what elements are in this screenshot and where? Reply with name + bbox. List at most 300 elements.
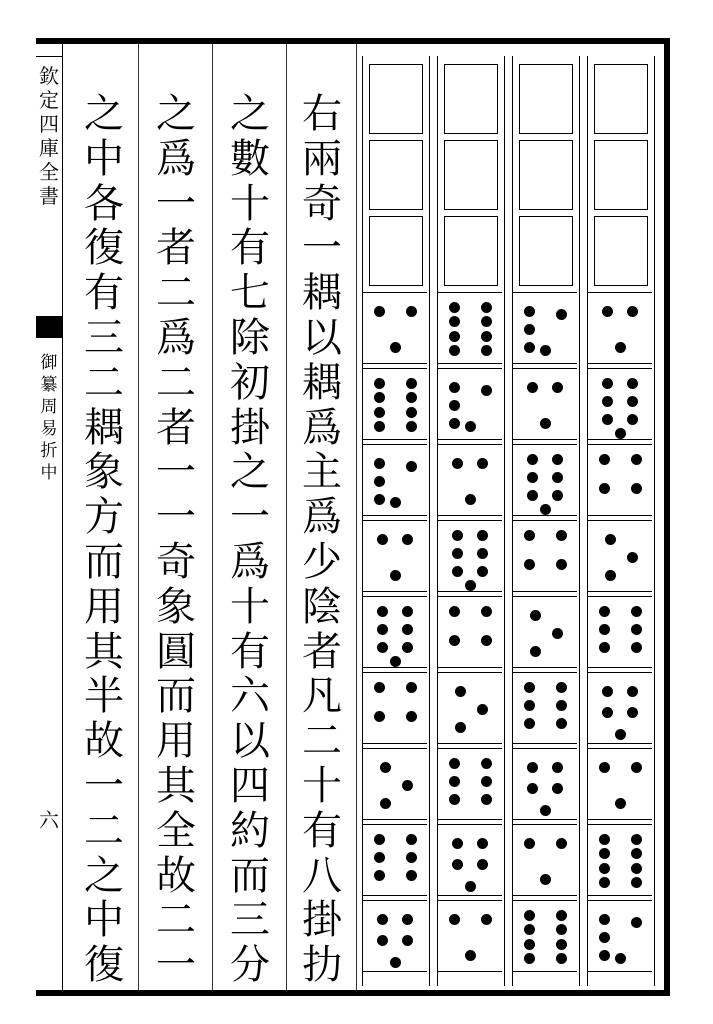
text-column-4 [76, 92, 132, 988]
diagram-column [362, 56, 430, 986]
dice-dot [481, 331, 492, 342]
dice-dot [374, 711, 385, 722]
margin-char: 折 [40, 441, 58, 461]
dice-dot [599, 877, 610, 888]
dice-dot [524, 682, 535, 693]
body-char: 之 [230, 449, 270, 496]
dice-dot [599, 950, 610, 961]
body-char: 四 [230, 762, 270, 809]
dice-dot [406, 461, 417, 472]
margin-char: 中 [40, 463, 58, 483]
dice-dot [449, 331, 460, 342]
dice-dot [556, 939, 567, 950]
dice-dot [530, 646, 541, 657]
dice-dot [524, 306, 535, 317]
body-char: 一 [84, 762, 124, 809]
dice-cell [588, 368, 652, 440]
dice-cell [513, 368, 577, 440]
dice-cell [438, 824, 502, 896]
dice-dot [402, 642, 413, 653]
body-char: 其 [84, 628, 124, 675]
dice-dot [481, 302, 492, 313]
body-char: 三 [84, 314, 124, 361]
dice-dot [449, 794, 460, 805]
dice-dot [631, 917, 642, 928]
blank-cell [594, 140, 648, 210]
dice-cell [513, 292, 577, 364]
dice-dot [406, 852, 417, 863]
body-char: 二 [84, 807, 124, 854]
dice-dot [477, 859, 488, 870]
dice-dot [527, 490, 538, 501]
dice-dot [556, 559, 567, 570]
dice-dot [552, 454, 563, 465]
dice-dot [449, 418, 460, 429]
dice-dot [452, 566, 463, 577]
blank-cell [519, 140, 573, 210]
dice-cell [438, 748, 502, 820]
dice-dot [602, 686, 613, 697]
dice-dot [449, 302, 460, 313]
column-divider [356, 44, 357, 990]
dice-dot [449, 914, 460, 925]
dice-dot [615, 798, 626, 809]
body-char: 一 [156, 449, 196, 496]
body-char: 耦 [302, 270, 342, 317]
dice-dot [527, 382, 538, 393]
margin-char: 全 [39, 160, 59, 184]
dice-dot [477, 704, 488, 715]
dice-dot [627, 396, 638, 407]
dice-dot [556, 838, 567, 849]
dice-dot [524, 700, 535, 711]
body-char: 兩 [302, 135, 342, 182]
body-char: 以 [230, 718, 270, 765]
dice-dot [527, 783, 538, 794]
dice-dot [599, 642, 610, 653]
dice-dot [481, 316, 492, 327]
blank-cell [519, 216, 573, 286]
dice-cell [588, 520, 652, 592]
dice-dot [452, 458, 463, 469]
column-divider [212, 44, 213, 990]
blank-cell [444, 140, 498, 210]
frame-left-border [62, 44, 63, 990]
dice-dot [406, 682, 417, 693]
dice-cell [588, 748, 652, 820]
dice-dot [449, 345, 460, 356]
dice-cell [513, 444, 577, 516]
blank-cell [369, 216, 423, 286]
body-char: 爲 [156, 314, 196, 361]
dice-cell [588, 900, 652, 972]
diagram-column [587, 56, 655, 986]
body-char: 有 [230, 628, 270, 675]
margin-char: 欽 [39, 64, 59, 88]
dice-dot [540, 504, 551, 515]
body-char: 除 [230, 314, 270, 361]
body-char: 象 [156, 583, 196, 630]
margin-book-title [38, 64, 60, 208]
dice-dot [374, 306, 385, 317]
body-char: 用 [156, 718, 196, 765]
dice-dot [540, 345, 551, 356]
dice-dot [631, 606, 642, 617]
body-char: 奇 [302, 180, 342, 227]
dice-dot [599, 932, 610, 943]
dice-dot [477, 548, 488, 559]
dice-cell [513, 748, 577, 820]
dice-dot [599, 454, 610, 465]
dice-dot [481, 385, 492, 396]
dice-dot [556, 924, 567, 935]
body-char: 三 [230, 897, 270, 944]
dice-dot [481, 776, 492, 787]
body-char: 十 [302, 762, 342, 809]
dice-dot [374, 870, 385, 881]
body-char: 全 [156, 807, 196, 854]
text-column-3 [148, 92, 204, 988]
diagram-column [512, 56, 580, 986]
body-char: 有 [302, 807, 342, 854]
body-char: 之 [156, 91, 196, 137]
body-char: 者 [302, 628, 342, 675]
dice-dot [527, 762, 538, 773]
dice-dot [556, 700, 567, 711]
dice-dot [402, 534, 413, 545]
dice-dot [374, 421, 385, 432]
dice-dot [556, 910, 567, 921]
body-char: 一 [156, 942, 196, 989]
dice-dot [556, 718, 567, 729]
dice-dot [524, 953, 535, 964]
body-char: 復 [84, 225, 124, 272]
dice-dot [631, 877, 642, 888]
dice-dot [552, 490, 563, 501]
body-char: 七 [230, 270, 270, 317]
body-char: 故 [156, 852, 196, 899]
dice-cell [438, 520, 502, 592]
body-char: 之 [84, 852, 124, 899]
body-char: 約 [230, 807, 270, 854]
dice-dot [452, 548, 463, 559]
body-char: 有 [230, 225, 270, 272]
dice-dot [377, 624, 388, 635]
dice-dot [599, 483, 610, 494]
dice-dot [390, 656, 401, 667]
body-char: 耦 [84, 404, 124, 451]
body-char: 其 [156, 762, 196, 809]
margin-char: 書 [39, 184, 59, 208]
dice-dot [374, 682, 385, 693]
dice-dot [556, 309, 567, 320]
body-char: 者 [156, 225, 196, 272]
body-char: 主 [302, 449, 342, 496]
body-char: 方 [84, 494, 124, 541]
body-char: 而 [84, 538, 124, 585]
margin-char: 定 [39, 88, 59, 112]
dice-dot [449, 382, 460, 393]
dice-dot [556, 682, 567, 693]
dice-dot [390, 957, 401, 968]
dice-dot [377, 534, 388, 545]
dice-cell [438, 672, 502, 744]
body-char: 爲 [302, 404, 342, 451]
dice-dot [524, 559, 535, 570]
dice-cell [363, 520, 427, 592]
dice-dot [481, 914, 492, 925]
dice-dot [402, 935, 413, 946]
dice-cell [513, 596, 577, 668]
dice-dot [406, 711, 417, 722]
dice-dot [615, 729, 626, 740]
dice-dot [602, 306, 613, 317]
dice-cell [363, 672, 427, 744]
dice-dot [449, 758, 460, 769]
dice-cell [513, 900, 577, 972]
dice-dot [449, 400, 460, 411]
dice-cell [513, 824, 577, 896]
dice-dot [552, 628, 563, 639]
dice-dot [449, 776, 460, 787]
dice-cell [363, 824, 427, 896]
dice-cell [588, 444, 652, 516]
dice-dot [402, 606, 413, 617]
body-char: 奇 [156, 538, 196, 585]
dice-dot [627, 414, 638, 425]
dice-dot [599, 914, 610, 925]
dice-dot [390, 497, 401, 508]
dice-dot [477, 566, 488, 577]
dice-cell [363, 444, 427, 516]
dice-cell [588, 824, 652, 896]
margin-char: 四 [39, 112, 59, 136]
dice-dot [556, 953, 567, 964]
dice-cell [588, 672, 652, 744]
dice-dot [524, 939, 535, 950]
body-char: 之 [84, 91, 124, 137]
dice-dot [406, 421, 417, 432]
margin-volume-title [38, 352, 60, 484]
body-char: 爲 [156, 135, 196, 182]
dice-dot [452, 838, 463, 849]
dice-dot [377, 642, 388, 653]
dice-dot [627, 306, 638, 317]
dice-dot [615, 342, 626, 353]
dice-dot [599, 834, 610, 845]
dice-dot [540, 418, 551, 429]
body-char: 二 [302, 718, 342, 765]
dice-dot [527, 454, 538, 465]
body-char: 二 [156, 897, 196, 944]
dice-dot [602, 396, 613, 407]
dice-cell [438, 444, 502, 516]
dice-dot [599, 762, 610, 773]
dice-dot [602, 378, 613, 389]
dice-cell [363, 900, 427, 972]
dice-dot [380, 798, 391, 809]
dice-cell [363, 292, 427, 364]
dice-dot [465, 950, 476, 961]
dice-dot [552, 382, 563, 393]
dice-dot [402, 914, 413, 925]
blank-cell [444, 216, 498, 286]
body-char: 八 [302, 852, 342, 899]
dice-dot [377, 914, 388, 925]
dice-cell [438, 368, 502, 440]
body-char: 一 [156, 494, 196, 541]
body-char: 二 [156, 270, 196, 317]
body-char: 象 [84, 449, 124, 496]
dice-cell [363, 368, 427, 440]
frame-top-border [36, 38, 668, 44]
body-char: 六 [230, 673, 270, 720]
margin-page-number [38, 808, 60, 832]
dice-dot [540, 805, 551, 816]
body-char: 數 [230, 135, 270, 182]
dice-dot [599, 624, 610, 635]
dice-dot [530, 610, 541, 621]
body-char: 凡 [302, 673, 342, 720]
blank-cell [594, 64, 648, 134]
dice-dot [627, 686, 638, 697]
margin-top-rule [36, 56, 62, 57]
dice-dot [524, 342, 535, 353]
body-char: 初 [230, 359, 270, 406]
dice-dot [602, 707, 613, 718]
dice-dot [449, 606, 460, 617]
margin-char: 庫 [39, 136, 59, 160]
dice-dot [406, 392, 417, 403]
dice-dot [631, 863, 642, 874]
body-char: 各 [84, 180, 124, 227]
column-divider [286, 44, 287, 990]
dice-dot [615, 953, 626, 964]
text-column-1 [294, 92, 350, 988]
margin-char: 纂 [40, 375, 58, 395]
dice-dot [605, 570, 616, 581]
body-char: 圓 [156, 628, 196, 675]
body-char: 用 [84, 583, 124, 630]
dice-dot [627, 378, 638, 389]
dice-dot [390, 342, 401, 353]
body-char: 掛 [302, 897, 342, 944]
page-number: 六 [39, 808, 59, 832]
blank-cell [369, 140, 423, 210]
dice-dot [481, 635, 492, 646]
body-char: 半 [84, 673, 124, 720]
margin-char: 御 [40, 353, 58, 373]
dice-dot [599, 606, 610, 617]
blank-cell [519, 64, 573, 134]
dice-dot [556, 530, 567, 541]
body-char: 爲 [302, 494, 342, 541]
dice-dot [524, 838, 535, 849]
body-char: 二 [156, 359, 196, 406]
body-char: 耦 [302, 359, 342, 406]
dice-dot [477, 458, 488, 469]
dice-dot [552, 472, 563, 483]
column-divider [138, 44, 139, 990]
dice-cell [438, 292, 502, 364]
dice-dot [406, 378, 417, 389]
dice-dot [552, 762, 563, 773]
dice-dot [602, 414, 613, 425]
body-char: 復 [84, 942, 124, 989]
dice-dot [631, 454, 642, 465]
dice-cell [438, 900, 502, 972]
dice-dot [374, 407, 385, 418]
dice-dot [631, 483, 642, 494]
blank-cell [444, 64, 498, 134]
dice-dot [406, 306, 417, 317]
dice-dot [477, 838, 488, 849]
body-char: 少 [302, 538, 342, 585]
dice-dot [599, 863, 610, 874]
body-char: 者 [156, 404, 196, 451]
dice-dot [627, 552, 638, 563]
dice-dot [374, 476, 385, 487]
dice-dot [452, 859, 463, 870]
body-char: 之 [230, 91, 270, 137]
dice-dot [524, 924, 535, 935]
dice-dot [465, 494, 476, 505]
diagram-column [437, 56, 505, 986]
dice-dot [631, 848, 642, 859]
body-char: 爲 [230, 538, 270, 585]
dice-dot [455, 686, 466, 697]
dice-dot [465, 881, 476, 892]
dice-cell [438, 596, 502, 668]
body-char: 中 [84, 135, 124, 182]
dice-dot [631, 834, 642, 845]
dice-dot [524, 530, 535, 541]
dice-dot [374, 458, 385, 469]
frame-bottom-border [36, 990, 670, 996]
dice-dot [402, 624, 413, 635]
dice-dot [552, 783, 563, 794]
dice-dot [406, 870, 417, 881]
dice-dot [402, 780, 413, 791]
text-column-2 [222, 92, 278, 988]
blank-cell [369, 64, 423, 134]
dice-dot [481, 606, 492, 617]
dice-dot [465, 580, 476, 591]
dice-dot [524, 910, 535, 921]
dice-dot [481, 794, 492, 805]
body-char: 一 [156, 180, 196, 227]
body-char: 十 [230, 180, 270, 227]
dice-cell [363, 596, 427, 668]
dice-dot [631, 762, 642, 773]
dice-dot [406, 834, 417, 845]
dice-dot [449, 316, 460, 327]
margin-char: 周 [40, 397, 58, 417]
dice-dot [374, 378, 385, 389]
dice-dot [374, 834, 385, 845]
frame-right-border [664, 38, 670, 996]
dice-dot [377, 935, 388, 946]
fishtail-mark [36, 316, 62, 338]
body-char: 右 [302, 91, 342, 137]
dice-dot [452, 530, 463, 541]
dice-dot [390, 570, 401, 581]
dice-cell [363, 748, 427, 820]
dice-dot [481, 758, 492, 769]
dice-dot [605, 534, 616, 545]
body-char: 二 [84, 359, 124, 406]
blank-cell [594, 216, 648, 286]
